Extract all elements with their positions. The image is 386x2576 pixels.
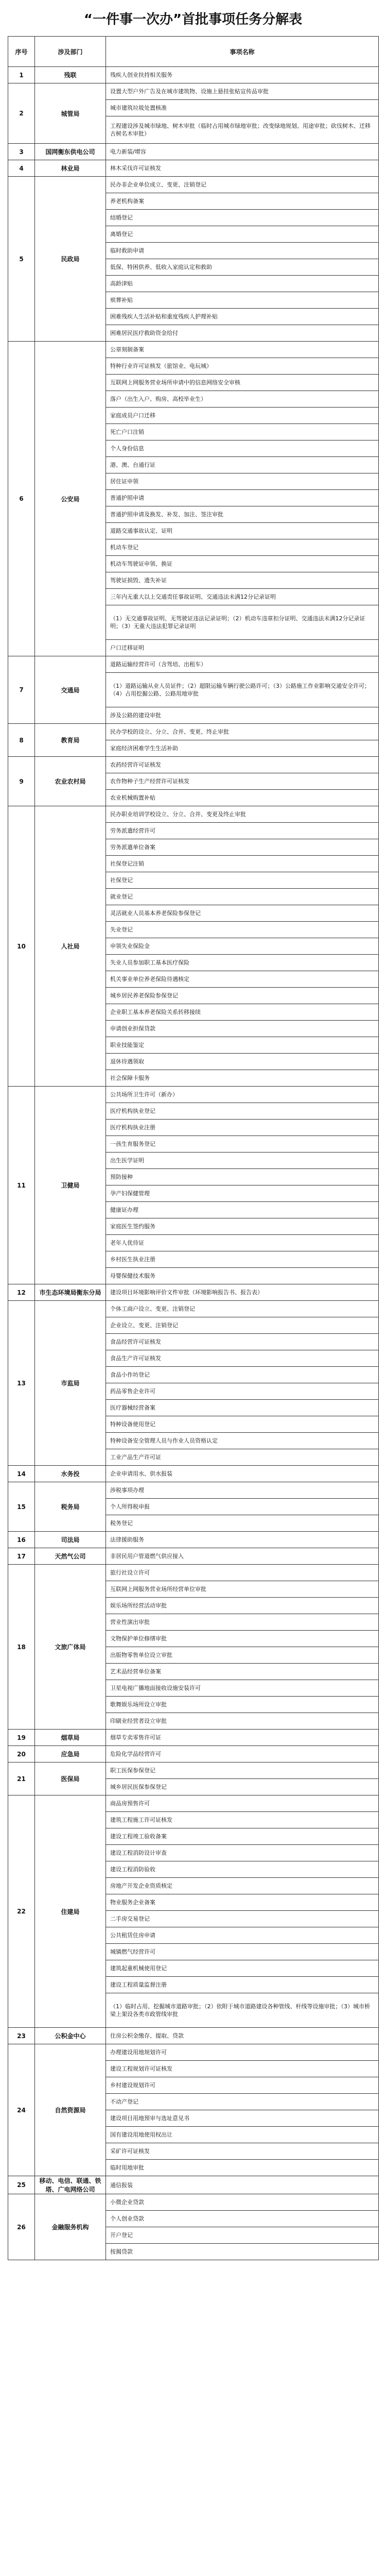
- department-cell: 残联: [35, 67, 106, 83]
- item-cell: 失业人员参加职工基本医疗保险: [106, 955, 379, 971]
- item-cell: 劳务派遣单位备案: [106, 839, 379, 856]
- row-number: 13: [8, 1301, 35, 1466]
- department-cell: 移动、电信、联通、铁塔、广电网络公司: [35, 2176, 106, 2194]
- item-cell: 乡村建设规划许可: [106, 2077, 379, 2094]
- item-cell: 二手房交易登记: [106, 1911, 379, 1927]
- row-number: 18: [8, 1565, 35, 1730]
- item-cell: （1）道路运输从业人员证件；（2）超限运输车辆行驶公路许可；（3）公路施工作业影响交通安全许可；（4）占用挖掘公路、公路用地审批: [106, 673, 379, 707]
- table-row: [8, 1795, 379, 1812]
- item-cell: 国有建设用地使用权出让: [106, 2127, 379, 2143]
- item-cell: 社保登记: [106, 872, 379, 889]
- table-row: [8, 1087, 379, 1103]
- item-cell: （1）临时占用、挖掘城市道路审批；（2）依附于城市道路建设各种管线、杆线等设施审批；（3）城市桥梁上架设各类市政管线审批: [106, 1993, 379, 2028]
- table-row: [8, 724, 379, 740]
- department-cell: 市监局: [35, 1301, 106, 1466]
- item-cell: 公共场所卫生许可（新办）: [106, 1087, 379, 1103]
- item-cell: 申请创业担保贷款: [106, 1021, 379, 1037]
- table-row: [8, 1466, 379, 1482]
- item-cell: 高龄津贴: [106, 276, 379, 292]
- row-number: 22: [8, 1795, 35, 2028]
- item-cell: 道路交通事故认定、证明: [106, 523, 379, 539]
- table-row: [8, 2028, 379, 2044]
- item-cell: 户口迁移证明: [106, 640, 379, 656]
- item-cell: 殡葬补贴: [106, 292, 379, 309]
- item-cell: 城乡居民养老保险参保登记: [106, 988, 379, 1004]
- department-cell: 教育局: [35, 724, 106, 757]
- item-cell: 出版物零售单位设立审批: [106, 1647, 379, 1664]
- header-seq: 序号: [8, 37, 35, 67]
- item-cell: 建设工程竣工验收备案: [106, 1828, 379, 1845]
- department-cell: 金融服务机构: [35, 2194, 106, 2260]
- item-cell: 通信报装: [106, 2176, 379, 2194]
- item-cell: 小微企业贷款: [106, 2194, 379, 2211]
- department-cell: 国网衡东供电公司: [35, 144, 106, 160]
- item-cell: 个人身份信息: [106, 440, 379, 457]
- table-row: [8, 2176, 379, 2194]
- item-cell: 企业职工基本养老保险关系转移接续: [106, 1004, 379, 1021]
- item-cell: 歌舞娱乐场所设立审批: [106, 1697, 379, 1713]
- item-cell: 机动车登记: [106, 539, 379, 556]
- row-number: 3: [8, 144, 35, 160]
- row-number: 16: [8, 1532, 35, 1548]
- item-cell: 申领失业保险金: [106, 938, 379, 955]
- item-cell: 乡村医生执业注册: [106, 1251, 379, 1268]
- item-cell: 采矿许可证核发: [106, 2143, 379, 2160]
- item-cell: 个人创业贷款: [106, 2211, 379, 2227]
- row-number: 2: [8, 83, 35, 144]
- item-cell: 城镇燃气经营许可: [106, 1944, 379, 1960]
- item-cell: 农作物种子生产经营许可证核发: [106, 773, 379, 790]
- item-cell: 建设项目环境影响评价文件审批（环境影响报告书、报告表）: [106, 1284, 379, 1301]
- item-cell: 结婚登记: [106, 210, 379, 226]
- item-cell: 临时用地审批: [106, 2160, 379, 2176]
- department-cell: 天然气公司: [35, 1548, 106, 1565]
- table-row: [8, 656, 379, 673]
- row-number: 7: [8, 656, 35, 724]
- department-cell: 应急局: [35, 1746, 106, 1762]
- item-cell: 办理建设用地规划许可: [106, 2044, 379, 2061]
- item-cell: 退休待遇领取: [106, 1054, 379, 1070]
- item-cell: 特种行业许可证核发（旅馆业、电玩城）: [106, 358, 379, 375]
- row-number: 19: [8, 1730, 35, 1746]
- item-cell: 老年人优待证: [106, 1235, 379, 1251]
- row-number: 9: [8, 757, 35, 806]
- row-number: 20: [8, 1746, 35, 1762]
- item-cell: 建设工程消防设计审查: [106, 1845, 379, 1861]
- item-cell: 食品经营许可证核发: [106, 1334, 379, 1350]
- department-cell: 烟草局: [35, 1730, 106, 1746]
- item-cell: 农业机械购置补贴: [106, 790, 379, 806]
- item-cell: 税务登记: [106, 1515, 379, 1532]
- header-row: [8, 37, 379, 67]
- item-cell: 出生医学证明: [106, 1153, 379, 1169]
- item-cell: 普通护照申请及换发、补发、加注、签注审批: [106, 506, 379, 523]
- row-number: 8: [8, 724, 35, 757]
- row-number: 21: [8, 1762, 35, 1795]
- item-cell: 危险化学品经营许可: [106, 1746, 379, 1762]
- item-cell: 失业登记: [106, 922, 379, 938]
- item-cell: 母婴保健技术服务: [106, 1268, 379, 1284]
- item-cell: 健康证办理: [106, 1202, 379, 1218]
- item-cell: 印刷业经营者设立审批: [106, 1713, 379, 1730]
- row-number: 24: [8, 2044, 35, 2176]
- item-cell: 涉及公路的建设审批: [106, 707, 379, 724]
- item-cell: 营业性演出审批: [106, 1614, 379, 1631]
- item-cell: 低保、特困供养、低收入家庭认定和救助: [106, 259, 379, 276]
- item-cell: 药品零售企业许可: [106, 1383, 379, 1400]
- department-cell: 卫健局: [35, 1087, 106, 1284]
- row-number: 23: [8, 2028, 35, 2044]
- row-number: 11: [8, 1087, 35, 1284]
- task-table: [8, 36, 379, 2260]
- item-cell: 互联网上网服务营业场所申请中的信息网络安全审核: [106, 375, 379, 391]
- table-row: [8, 342, 379, 358]
- table-row: [8, 1762, 379, 1779]
- table-row: [8, 1284, 379, 1301]
- item-cell: 港、澳、台通行证: [106, 457, 379, 473]
- item-cell: 民办非企业单位成立、变更、注销登记: [106, 177, 379, 193]
- item-cell: 机动车驾驶证申领、换证: [106, 556, 379, 572]
- item-cell: 道路运输经营许可（含驾培、出租车）: [106, 656, 379, 673]
- item-cell: 卫星电视广播地面接收设施安装许可: [106, 1680, 379, 1697]
- item-cell: 文物保护单位修缮审批: [106, 1631, 379, 1647]
- table-row: [8, 144, 379, 160]
- item-cell: 娱乐场所经营活动审批: [106, 1598, 379, 1614]
- item-cell: 建设工程质量监督注册: [106, 1977, 379, 1993]
- department-cell: 医保局: [35, 1762, 106, 1795]
- department-cell: 文旅广体局: [35, 1565, 106, 1730]
- row-number: 4: [8, 160, 35, 177]
- item-cell: 预防接种: [106, 1169, 379, 1185]
- item-cell: 商品房预售许可: [106, 1795, 379, 1812]
- item-cell: 建设工程消防验收: [106, 1861, 379, 1878]
- department-cell: 人社局: [35, 806, 106, 1087]
- item-cell: 医疗机构执业注册: [106, 1120, 379, 1136]
- table-row: [8, 1730, 379, 1746]
- item-cell: 机关事业单位养老保险待遇核定: [106, 971, 379, 988]
- item-cell: 医疗器械经营备案: [106, 1400, 379, 1416]
- item-cell: 个人所得税申报: [106, 1499, 379, 1515]
- item-cell: 社会保障卡服务: [106, 1070, 379, 1087]
- item-cell: 建筑起重机械使用登记: [106, 1960, 379, 1977]
- item-cell: 旅行社设立许可: [106, 1565, 379, 1581]
- header-dept: 涉及部门: [35, 37, 106, 67]
- item-cell: 农药经营许可证核发: [106, 757, 379, 773]
- item-cell: 临时救助申请: [106, 243, 379, 259]
- department-cell: 公安局: [35, 342, 106, 656]
- item-cell: 特种设备使用登记: [106, 1416, 379, 1433]
- item-cell: 驾驶证损毁、遗失补证: [106, 572, 379, 589]
- item-cell: 艺术品经营单位备案: [106, 1664, 379, 1680]
- table-row: [8, 757, 379, 773]
- page-title: “一件事一次办”首批事项任务分解表: [83, 12, 303, 27]
- item-cell: 家庭经济困难学生生活补助: [106, 740, 379, 757]
- header-item: 事项名称: [106, 37, 379, 67]
- department-cell: 城管局: [35, 83, 106, 144]
- item-cell: 工程建设涉及城市绿地、树木审批（临时占用城市绿地审批；改变绿地规划、用途审批；砍伐树木、迁移古树名木审批）: [106, 116, 379, 144]
- table-row: [8, 1548, 379, 1565]
- department-cell: 农业农村局: [35, 757, 106, 806]
- item-cell: 三年内无重大以上交通责任事故证明、交通违法未满12分记录证明: [106, 589, 379, 605]
- row-number: 10: [8, 806, 35, 1087]
- item-cell: 企业设立、变更、注销登记: [106, 1317, 379, 1334]
- item-cell: 落户（出生入户、购房、高校毕业生）: [106, 391, 379, 408]
- table-row: [8, 1301, 379, 1317]
- table-row: [8, 2044, 379, 2061]
- row-number: 1: [8, 67, 35, 83]
- department-cell: 自然资源局: [35, 2044, 106, 2176]
- item-cell: 城乡居民医保参保登记: [106, 1779, 379, 1795]
- item-cell: 物业服务企业备案: [106, 1894, 379, 1911]
- department-cell: 交通局: [35, 656, 106, 724]
- document: [8, 0, 378, 2260]
- item-cell: 电力新装/增容: [106, 144, 379, 160]
- row-number: 5: [8, 177, 35, 342]
- item-cell: 医疗机构执业登记: [106, 1103, 379, 1120]
- item-cell: 困难居民医疗救助资金给付: [106, 325, 379, 342]
- item-cell: 困难残疾人生活补贴和重度残疾人护理补贴: [106, 309, 379, 325]
- item-cell: 公章刻制备案: [106, 342, 379, 358]
- item-cell: 灵活就业人员基本养老保险参保登记: [106, 905, 379, 922]
- item-cell: 法律援助服务: [106, 1532, 379, 1548]
- item-cell: 一孩生育服务登记: [106, 1136, 379, 1153]
- department-cell: 林业局: [35, 160, 106, 177]
- item-cell: 互联网上网服务营业场所经营单位审批: [106, 1581, 379, 1598]
- item-cell: 不动产登记: [106, 2094, 379, 2110]
- item-cell: 家庭成员户口迁移: [106, 408, 379, 424]
- item-cell: 工业产品生产许可证: [106, 1449, 379, 1466]
- table-row: [8, 806, 379, 823]
- item-cell: 残疾人创业扶持相关服务: [106, 67, 379, 83]
- table-row: [8, 1565, 379, 1581]
- item-cell: 开户登记: [106, 2227, 379, 2244]
- item-cell: 养老机构备案: [106, 193, 379, 210]
- row-number: 12: [8, 1284, 35, 1301]
- item-cell: 城市建筑垃圾处置核准: [106, 100, 379, 116]
- table-row: [8, 1482, 379, 1499]
- row-number: 6: [8, 342, 35, 656]
- item-cell: 建设项目用地预审与选址意见书: [106, 2110, 379, 2127]
- item-cell: 房地产开发企业资质核定: [106, 1878, 379, 1894]
- table-row: [8, 83, 379, 100]
- table-row: [8, 160, 379, 177]
- department-cell: 税务局: [35, 1482, 106, 1532]
- item-cell: 民办职业培训学校设立、分立、合并、变更及终止审批: [106, 806, 379, 823]
- item-cell: 食品小作坊登记: [106, 1367, 379, 1383]
- table-row: [8, 67, 379, 83]
- item-cell: 建筑工程施工许可证核发: [106, 1812, 379, 1828]
- department-cell: 市生态环境局衡东分局: [35, 1284, 106, 1301]
- table-row: [8, 1532, 379, 1548]
- item-cell: 就业登记: [106, 889, 379, 905]
- item-cell: 家庭医生签约服务: [106, 1218, 379, 1235]
- item-cell: 民办学校的设立、分立、合并、变更、终止审批: [106, 724, 379, 740]
- item-cell: 住房公积金缴存、提取、贷款: [106, 2028, 379, 2044]
- item-cell: 孕产妇保健管理: [106, 1185, 379, 1202]
- item-cell: 死亡户口注销: [106, 424, 379, 440]
- row-number: 14: [8, 1466, 35, 1482]
- row-number: 26: [8, 2194, 35, 2260]
- row-number: 25: [8, 2176, 35, 2194]
- item-cell: 特种设备安全管理人员与作业人员资格认定: [106, 1433, 379, 1449]
- table-row: [8, 1746, 379, 1762]
- item-cell: 设置大型户外广告及在城市建筑物、设施上悬挂张贴宣传品审批: [106, 83, 379, 100]
- item-cell: 劳务派遣经营许可: [106, 823, 379, 839]
- department-cell: 公积金中心: [35, 2028, 106, 2044]
- item-cell: （1）无交通事故证明、无驾驶证违法记录证明；（2）机动车违章扣分证明、交通违法未满12分记录证明；（3）无重大违法犯罪记录证明: [106, 605, 379, 640]
- item-cell: 社保登记注销: [106, 856, 379, 872]
- item-cell: 企业申请用水、供水报装: [106, 1466, 379, 1482]
- department-cell: 水务投: [35, 1466, 106, 1482]
- item-cell: 职工医保参保登记: [106, 1762, 379, 1779]
- department-cell: 民政局: [35, 177, 106, 342]
- item-cell: 公共租赁住房申请: [106, 1927, 379, 1944]
- row-number: 17: [8, 1548, 35, 1565]
- table-row: [8, 177, 379, 193]
- item-cell: 食品生产许可证核发: [106, 1350, 379, 1367]
- table-row: [8, 2194, 379, 2211]
- item-cell: 居住证申领: [106, 473, 379, 490]
- department-cell: 住建局: [35, 1795, 106, 2028]
- table-head: [8, 37, 379, 67]
- row-number: 15: [8, 1482, 35, 1532]
- item-cell: 普通护照申请: [106, 490, 379, 506]
- item-cell: 烟草专卖零售许可证: [106, 1730, 379, 1746]
- item-cell: 按揭贷款: [106, 2244, 379, 2260]
- item-cell: 林木采伐许可证核发: [106, 160, 379, 177]
- item-cell: 离婚登记: [106, 226, 379, 243]
- item-cell: 涉税事项办理: [106, 1482, 379, 1499]
- department-cell: 司法局: [35, 1532, 106, 1548]
- item-cell: 建设工程规划许可证核发: [106, 2061, 379, 2077]
- table-body: [8, 67, 379, 2260]
- item-cell: 个体工商户设立、变更、注销登记: [106, 1301, 379, 1317]
- item-cell: 非居民用户管道燃气供应接入: [106, 1548, 379, 1565]
- item-cell: 职业技能鉴定: [106, 1037, 379, 1054]
